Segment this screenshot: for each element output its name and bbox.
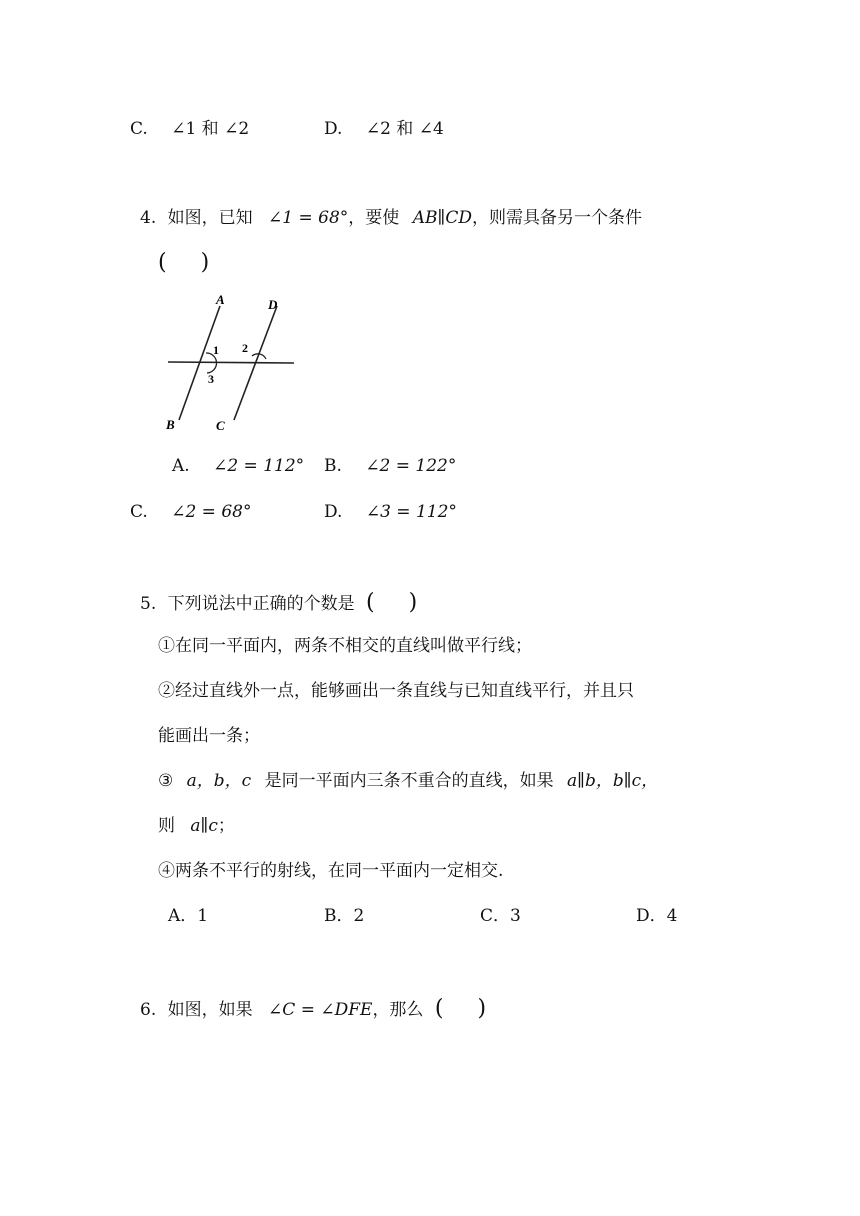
- label-b: B: [166, 417, 175, 432]
- q5-statement-2-line2: 能画出一条；: [158, 726, 260, 746]
- q4-option-b: B. ∠2 = 122°: [324, 456, 457, 476]
- label-d: D: [268, 297, 278, 312]
- q5-statement-4: ④两条不平行的射线，在同一平面内一定相交.: [158, 861, 504, 881]
- q4-answer-paren: ( ): [158, 250, 210, 275]
- q4-stem: 4. 如图，已知 ∠1 = 68°，要使 AB∥CD，则需具备另一个条件: [140, 208, 642, 228]
- q6-stem: 6. 如图，如果 ∠C = ∠DFE，那么 ( ): [140, 996, 487, 1021]
- q5-statement-1: ①在同一平面内，两条不相交的直线叫做平行线；: [158, 636, 532, 656]
- q3-option-c: C. ∠1 和 ∠2: [130, 119, 250, 139]
- q4-option-d: D. ∠3 = 112°: [324, 502, 457, 522]
- q6-number: 6.: [140, 1000, 157, 1020]
- q3-option-d: D. ∠2 和 ∠4: [324, 119, 444, 139]
- label-angle-3: 3: [208, 372, 214, 386]
- q5-statement-2-line1: ②经过直线外一点，能够画出一条直线与已知直线平行，并且只: [158, 681, 634, 701]
- q5-statement-3: ③ a，b，c 是同一平面内三条不重合的直线，如果 a∥b，b∥c，: [158, 771, 659, 791]
- q5-number: 5.: [140, 594, 157, 614]
- label-angle-2: 2: [242, 341, 248, 355]
- transversal-line: [168, 362, 294, 363]
- label-angle-1: 1: [213, 343, 219, 357]
- q4-option-c: C. ∠2 = 68°: [130, 502, 252, 522]
- q4-figure: [160, 292, 300, 436]
- q5-statement-3-cont: 则 a∥c；: [158, 816, 235, 836]
- q5-option-d: D．4: [636, 906, 678, 926]
- q5-option-b: B．2: [324, 906, 365, 926]
- label-c: C: [216, 418, 225, 433]
- q5-stem: 5. 下列说法中正确的个数是 ( ): [140, 590, 418, 615]
- label-a: A: [216, 292, 225, 307]
- q5-option-c: C．3: [480, 906, 521, 926]
- q4-option-a: A. ∠2 = 112°: [172, 456, 305, 476]
- q4-number: 4.: [140, 208, 157, 228]
- q5-option-a: A．1: [168, 906, 209, 926]
